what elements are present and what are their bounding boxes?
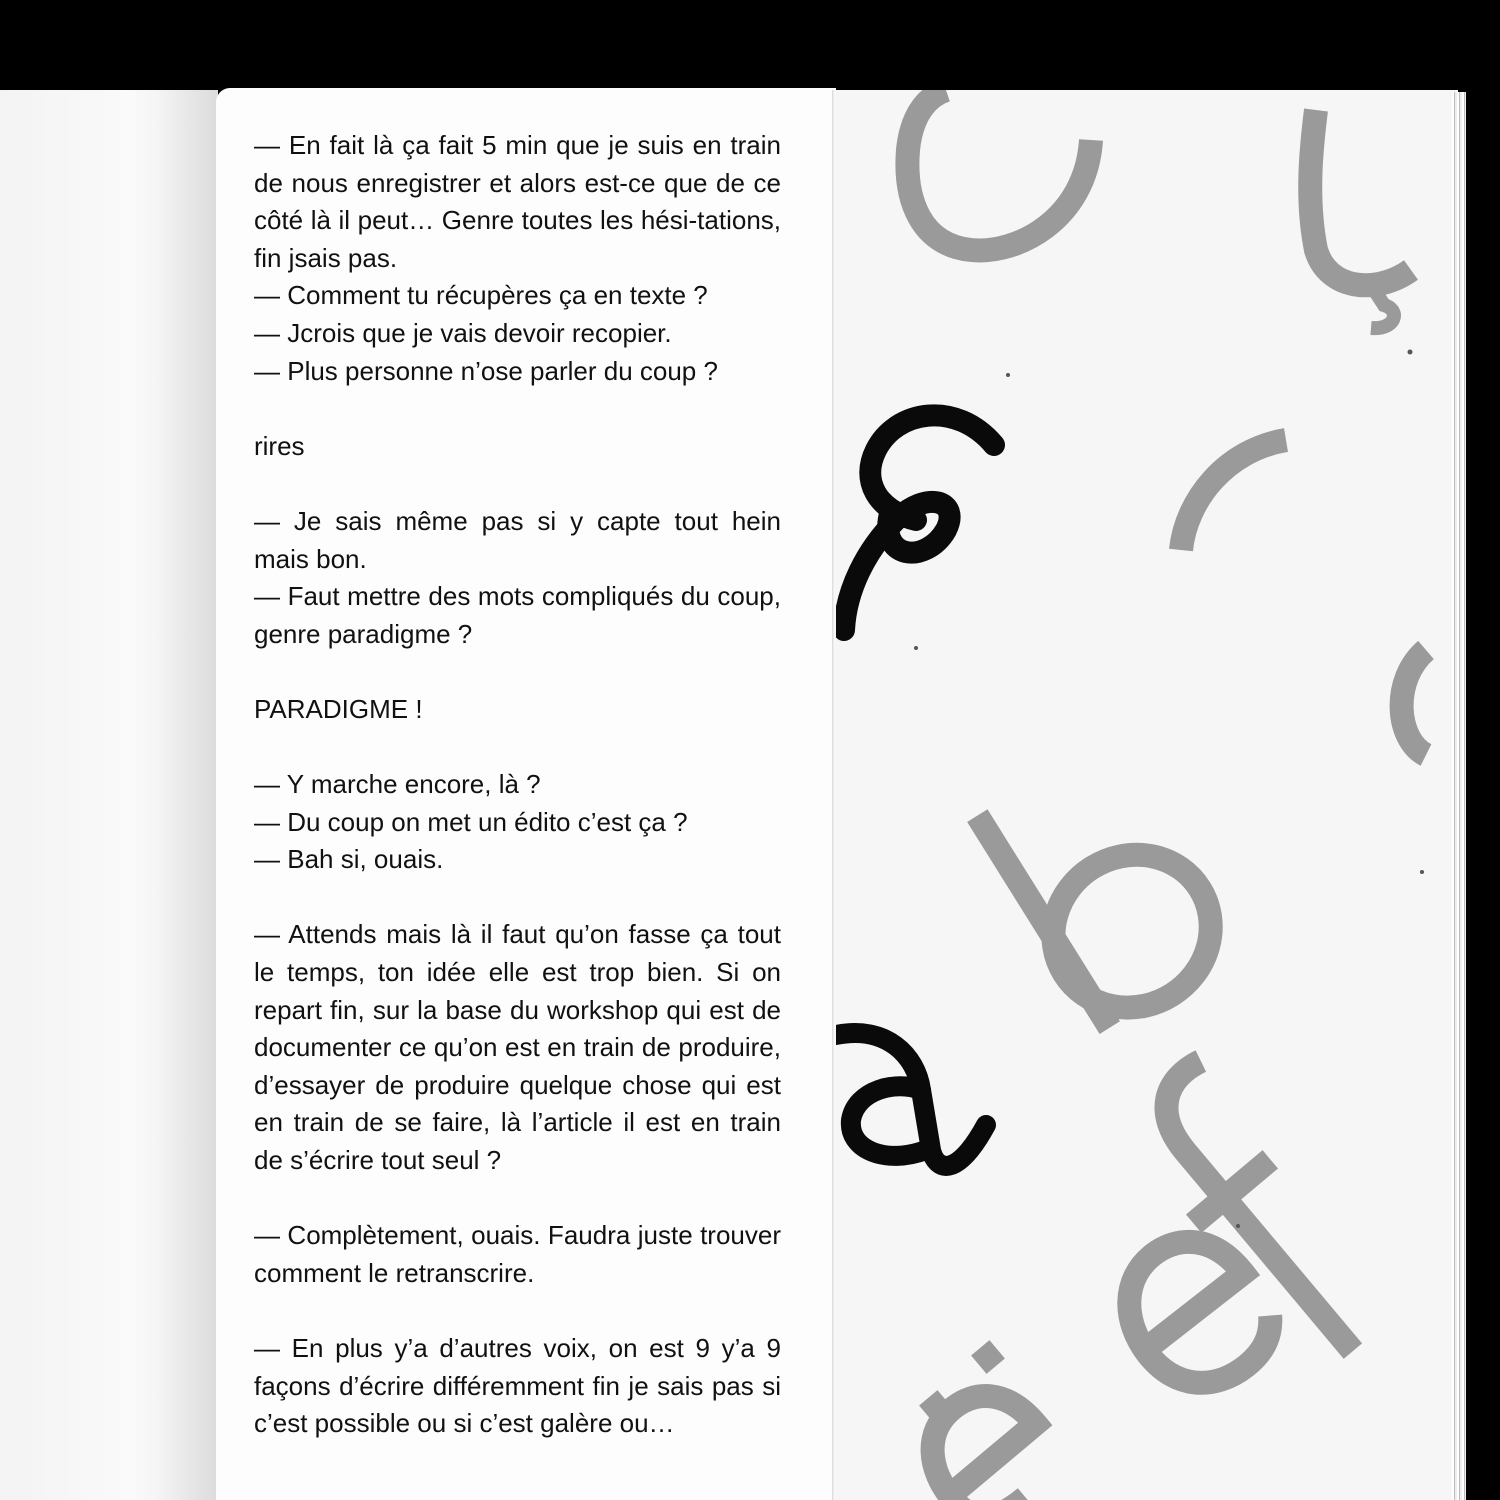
glyph-c-cedilla-top [1310, 110, 1411, 285]
exclamation: PARADIGME ! [254, 693, 423, 724]
paragraph: — Y marche encore, là ? [254, 769, 541, 800]
paragraph: — Je sais même pas si y capte tout hein mais bon. [254, 505, 781, 574]
illustration-page [836, 90, 1458, 1500]
letter-illustration [836, 90, 1458, 1500]
paragraph: — Jcrois que je vais devoir recopier. [254, 317, 672, 348]
page-edges [1452, 92, 1466, 1500]
paragraph: — Complètement, ouais. Faudra juste trouver comment le retranscrire. [254, 1220, 781, 1288]
paragraph: — Attends mais là il faut qu’on fasse ça tout le temps, ton idée elle est trop bien. Si on repart fin, sur la base du workshop qui est de documenter ce qu’on est en train de produire, d’essayer de produire quelque chose qui est en train de se faire, là l’article il est en train de s’écrire tout seul ? [254, 919, 781, 1176]
paragraph: — Plus personne n’ose parler du coup ? [254, 355, 718, 386]
paragraph: — Du coup on met un édito c’est ça ? [254, 806, 688, 837]
stage-direction: rires [254, 430, 305, 461]
page-shadow [155, 90, 218, 1500]
glyph-a-black [836, 1033, 986, 1166]
glyph-c-arc [1181, 440, 1286, 550]
left-page [0, 90, 218, 1500]
paragraph: — En fait là ça fait 5 min que je suis en train de nous enregistrer et alors est-ce que de ce côté là il peut… Genre toutes les hési-tations, fin jsais pas. [254, 130, 781, 273]
paragraph: — En plus y’a d’autres voix, on est 9 y’a 9 façons d’écrire différemment fin je sais pas si c’est possible ou si c’est galère ou… [254, 1333, 781, 1439]
glyph-c-edge [1402, 650, 1426, 755]
paragraph: — Bah si, ouais. [254, 844, 444, 875]
article-text [254, 127, 781, 1443]
glyph-b [969, 736, 1240, 1037]
paragraph: — Faut mettre des mots compliqués du coup, genre paradigme ? [254, 581, 781, 649]
paragraph: — Comment tu récupères ça en texte ? [254, 280, 708, 311]
glyph-c-top [907, 90, 1091, 250]
glyph-e-diaeresis [908, 1374, 1068, 1500]
glyph-c-cedilla-black [844, 415, 994, 630]
